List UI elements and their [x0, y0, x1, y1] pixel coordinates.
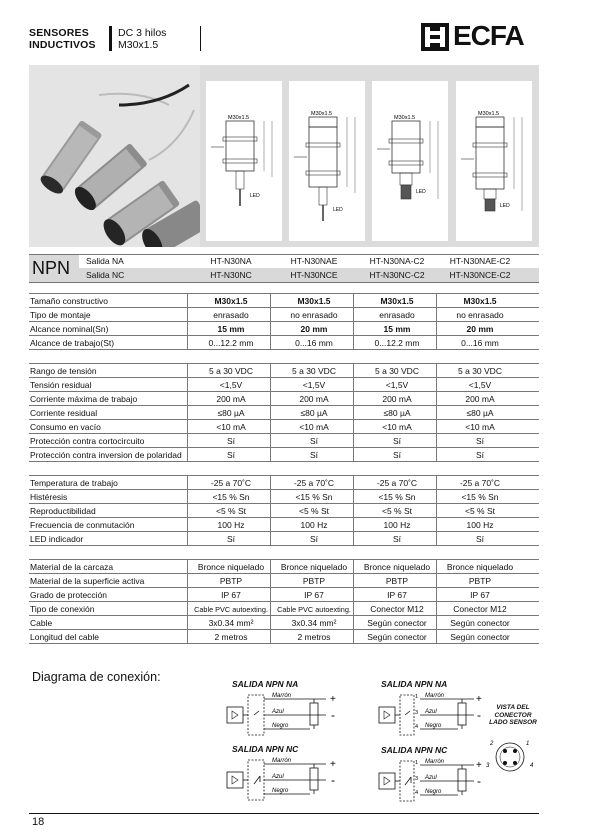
spec-value: enrasado — [379, 310, 415, 320]
spec-row — [29, 560, 539, 574]
spec-value: M30x1.5 — [380, 296, 414, 306]
cable-nc-title: SALIDA NPN NC — [232, 744, 299, 754]
spec-value: IP 67 — [470, 590, 490, 600]
spec-value: Bronce niquelado — [280, 562, 348, 572]
spec-label: Grado de protección — [30, 590, 108, 600]
spec-value: <10 mA — [465, 422, 495, 432]
spec-row — [29, 378, 539, 392]
spec-value: Según conector — [450, 618, 510, 628]
spec-row — [29, 490, 539, 504]
column-divider — [270, 294, 271, 350]
spec-value: <15 % Sn — [461, 492, 499, 502]
spec-value: <15 % Sn — [295, 492, 333, 502]
brand-name: ECFA — [453, 20, 524, 51]
wire-black-label: Negro — [272, 788, 289, 794]
spec-value: 2 metros — [214, 632, 248, 642]
drawing-led-label: LED — [333, 207, 343, 213]
spec-value: 200 mA — [216, 394, 246, 404]
spec-row — [29, 630, 539, 644]
spec-row — [29, 336, 539, 350]
spec-value: IP 67 — [304, 590, 324, 600]
model-na-1: HT-N30NA — [210, 256, 252, 266]
cable-nc-diagram — [226, 754, 346, 804]
column-divider — [353, 294, 354, 350]
column-divider — [187, 364, 188, 462]
drawing-led-label: LED — [250, 193, 260, 199]
spec-row — [29, 588, 539, 602]
spec-value: Sí — [309, 436, 319, 446]
category-line-1: SENSORES — [29, 27, 89, 39]
spec-label: Material de la carcaza — [30, 562, 114, 572]
spec-label: Protección contra inversion de polaridad — [30, 450, 182, 460]
spec-row — [29, 616, 539, 630]
column-divider — [436, 364, 437, 462]
spec-row — [29, 434, 539, 448]
spec-value: Bronce niquelado — [363, 562, 431, 572]
wire-brown-label: Marrón — [272, 693, 292, 699]
dimension-drawing-3 — [372, 81, 448, 241]
spec-value: <10 mA — [299, 422, 329, 432]
spec-value: <10 mA — [382, 422, 412, 432]
column-divider — [436, 476, 437, 546]
category-title — [29, 27, 96, 51]
spec-value: Sí — [226, 436, 236, 446]
wire-black-label: Negro — [272, 723, 289, 729]
spec-label: Temperatura de trabajo — [30, 478, 118, 488]
spec-value: 100 Hz — [300, 520, 328, 530]
spec-label: Alcance nominal(Sn) — [30, 324, 109, 334]
wire-blue-label: Azul — [272, 774, 284, 780]
plus-label: + — [330, 694, 336, 705]
spec-row — [29, 294, 539, 308]
spec-value: 15 mm — [383, 324, 411, 334]
spec-value: PBTP — [302, 576, 326, 586]
column-divider — [353, 560, 354, 644]
spec-label: Alcance de trabajo(St) — [30, 338, 115, 348]
spec-row — [29, 518, 539, 532]
diagram-title: Diagrama de conexión: — [32, 670, 161, 684]
model-na-3: HT-N30NA-C2 — [369, 256, 425, 266]
drawing-thread-label: M30x1.5 — [228, 115, 250, 121]
spec-value: 5 a 30 VDC — [375, 366, 419, 376]
column-divider — [187, 476, 188, 546]
minus-label: - — [477, 708, 481, 722]
model-nc-3: HT-N30NC-C2 — [369, 270, 425, 280]
spec-value: 5 a 30 VDC — [458, 366, 502, 376]
spec-value: 200 mA — [382, 394, 412, 404]
connector-view-line-1: VISTA DEL — [496, 704, 530, 711]
spec-value: <5 % St — [298, 506, 329, 516]
spec-label: Protección contra cortocircuito — [30, 436, 145, 446]
spec-value: ≤80 µA — [217, 408, 245, 418]
category-subtitle — [118, 27, 166, 51]
spec-value: Cable PVC autoexting. — [277, 605, 351, 614]
connector-na-title: SALIDA NPN NA — [381, 679, 448, 689]
connector-view-caption — [483, 704, 543, 727]
spec-value: 100 Hz — [217, 520, 245, 530]
spec-row — [29, 602, 539, 616]
spec-value: <5 % St — [464, 506, 495, 516]
spec-label: Material de la superficie activa — [30, 576, 145, 586]
dimension-drawing-4 — [456, 81, 532, 241]
column-divider — [353, 364, 354, 462]
spec-row — [29, 504, 539, 518]
product-image-band — [29, 65, 539, 247]
spec-value: Sí — [475, 534, 485, 544]
plus-label: + — [330, 759, 336, 770]
spec-value: PBTP — [385, 576, 409, 586]
subtitle-line-1: DC 3 hilos — [118, 27, 167, 39]
column-divider — [436, 560, 437, 644]
minus-label: - — [331, 773, 335, 787]
spec-label: Corriente máxima de trabajo — [30, 394, 138, 404]
spec-value: Según conector — [367, 618, 427, 628]
spec-value: 3x0.34 mm² — [208, 618, 254, 628]
spec-value: IP 67 — [221, 590, 241, 600]
spec-value: <5 % St — [381, 506, 412, 516]
spec-value: 0...16 mm — [295, 338, 333, 348]
spec-value: 2 metros — [297, 632, 331, 642]
spec-value: Sí — [226, 450, 236, 460]
spec-value: 20 mm — [466, 324, 494, 334]
spec-value: <1,5V — [385, 380, 409, 390]
column-divider — [270, 476, 271, 546]
spec-row — [29, 392, 539, 406]
spec-value: 0...12.2 mm — [374, 338, 420, 348]
spec-value: <1,5V — [219, 380, 243, 390]
spec-label: Tamaño constructivo — [30, 296, 108, 306]
drawing-thread-label: M30x1.5 — [311, 111, 333, 117]
spec-value: Sí — [309, 450, 319, 460]
column-divider — [187, 560, 188, 644]
plus-label: + — [476, 760, 482, 771]
page-number: 18 — [32, 816, 45, 828]
header-divider-thick — [109, 26, 112, 51]
spec-label: Longitud del cable — [30, 632, 100, 642]
spec-label: Tipo de montaje — [30, 310, 91, 320]
spec-value: 20 mm — [300, 324, 328, 334]
minus-label: - — [477, 774, 481, 788]
spec-value: Según conector — [450, 632, 510, 642]
pin-2-label: 2 — [490, 741, 494, 747]
pin-1-label: 1 — [415, 760, 419, 766]
spec-value: <1,5V — [468, 380, 492, 390]
spec-value: <5 % St — [215, 506, 246, 516]
spec-value: Bronce niquelado — [197, 562, 265, 572]
wire-blue-label: Azul — [272, 709, 284, 715]
wire-brown-label: Marrón — [272, 758, 292, 764]
connector-nc-title: SALIDA NPN NC — [381, 745, 448, 755]
wire-black-label: Negro — [425, 723, 442, 729]
pin-3-label: 3 — [486, 763, 490, 769]
spec-value: PBTP — [468, 576, 492, 586]
dimension-drawing-1 — [206, 81, 282, 241]
column-divider — [270, 364, 271, 462]
spec-value: <15 % Sn — [212, 492, 250, 502]
spec-value: ≤80 µA — [383, 408, 411, 418]
pin-4-label: 4 — [415, 790, 419, 796]
minus-label: - — [331, 708, 335, 722]
spec-label: LED indicador — [30, 534, 84, 544]
wire-blue-label: Azul — [425, 709, 437, 715]
wire-brown-label: Marrón — [425, 693, 445, 699]
spec-label: Tensión residual — [30, 380, 92, 390]
column-divider — [436, 294, 437, 350]
column-divider — [353, 476, 354, 546]
spec-value: Según conector — [367, 632, 427, 642]
spec-value: -25 a 70˚C — [210, 478, 252, 488]
cable-na-title: SALIDA NPN NA — [232, 679, 299, 689]
spec-value: Sí — [392, 436, 402, 446]
spec-value: IP 67 — [387, 590, 407, 600]
output-na-label: Salida NA — [86, 256, 124, 266]
spec-value: ≤80 µA — [466, 408, 494, 418]
connector-view-line-2: CONECTOR — [494, 711, 532, 719]
spec-value: Cable PVC autoexting. — [194, 605, 268, 614]
spec-row — [29, 364, 539, 378]
spec-value: Sí — [392, 534, 402, 544]
spec-value: 5 a 30 VDC — [209, 366, 253, 376]
column-divider — [187, 294, 188, 350]
pin-3-label: 3 — [415, 776, 419, 782]
spec-value: 0...12.2 mm — [208, 338, 254, 348]
model-nc-4: HT-N30NCE-C2 — [449, 270, 511, 280]
spec-row — [29, 322, 539, 336]
wire-brown-label: Marrón — [425, 759, 445, 765]
pin-3-label: 3 — [415, 710, 419, 716]
spec-row — [29, 448, 539, 462]
connector-view-line-3: LADO SENSOR — [489, 719, 537, 726]
spec-value: Conector M12 — [453, 604, 507, 614]
spec-value: no enrasado — [456, 310, 504, 320]
spec-value: 5 a 30 VDC — [292, 366, 336, 376]
model-nc-1: HT-N30NC — [210, 270, 252, 280]
spec-label: Corriente residual — [30, 408, 98, 418]
spec-value: <10 mA — [216, 422, 246, 432]
spec-label: Tipo de conexión — [30, 604, 95, 614]
spec-row — [29, 406, 539, 420]
pin-1-label: 1 — [415, 694, 419, 700]
spec-value: <15 % Sn — [378, 492, 416, 502]
wire-blue-label: Azul — [425, 775, 437, 781]
wire-black-label: Negro — [425, 789, 442, 795]
spec-value: ≤80 µA — [300, 408, 328, 418]
spec-value: PBTP — [219, 576, 243, 586]
spec-value: -25 a 70˚C — [376, 478, 418, 488]
npn-label: NPN — [29, 255, 79, 282]
drawing-led-label: LED — [500, 203, 510, 209]
cable-na-diagram — [226, 689, 346, 739]
spec-value: Sí — [309, 534, 319, 544]
model-nc-2: HT-N30NCE — [290, 270, 338, 280]
sensor-photo — [29, 65, 200, 247]
spec-label: Cable — [30, 618, 53, 628]
spec-value: Conector M12 — [370, 604, 424, 614]
footer-rule — [29, 813, 539, 814]
spec-value: Sí — [226, 534, 236, 544]
m12-connector-pinout-icon — [482, 737, 538, 777]
drawing-thread-label: M30x1.5 — [394, 115, 416, 121]
spec-value: -25 a 70˚C — [293, 478, 335, 488]
dimension-drawing-2 — [289, 81, 365, 241]
model-na-4: HT-N30NAE-C2 — [449, 256, 511, 266]
spec-value: M30x1.5 — [297, 296, 331, 306]
drawing-led-label: LED — [416, 189, 426, 195]
category-line-2: INDUCTIVOS — [29, 39, 96, 51]
subtitle-line-2: M30x1.5 — [118, 39, 159, 51]
spec-row — [29, 420, 539, 434]
spec-value: 200 mA — [299, 394, 329, 404]
pin-4-label: 4 — [415, 724, 419, 730]
spec-value: Sí — [475, 436, 485, 446]
plus-label: + — [476, 694, 482, 705]
spec-row — [29, 308, 539, 322]
header-divider-thin — [200, 26, 201, 51]
spec-value: <1,5V — [302, 380, 326, 390]
model-na-2: HT-N30NAE — [290, 256, 338, 266]
spec-value: Sí — [475, 450, 485, 460]
spec-value: enrasado — [213, 310, 249, 320]
spec-value: 100 Hz — [383, 520, 411, 530]
spec-row — [29, 574, 539, 588]
spec-row — [29, 532, 539, 546]
spec-label: Rango de tensión — [30, 366, 97, 376]
drawing-thread-label: M30x1.5 — [478, 111, 500, 117]
spec-label: Reproductibilidad — [30, 506, 96, 516]
spec-value: 200 mA — [465, 394, 495, 404]
pin-4-label: 4 — [530, 763, 534, 769]
connector-na-diagram — [378, 689, 488, 739]
pin-1-label: 1 — [526, 741, 530, 747]
spec-value: Sí — [392, 450, 402, 460]
spec-value: M30x1.5 — [214, 296, 248, 306]
column-divider — [270, 560, 271, 644]
spec-value: 3x0.34 mm² — [291, 618, 337, 628]
output-nc-label: Salida NC — [86, 270, 125, 280]
spec-value: no enrasado — [290, 310, 338, 320]
spec-value: 100 Hz — [466, 520, 494, 530]
connector-nc-diagram — [378, 755, 488, 805]
spec-value: -25 a 70˚C — [459, 478, 501, 488]
spec-value: Bronce niquelado — [446, 562, 514, 572]
spec-label: Histéresis — [30, 492, 68, 502]
spec-value: 15 mm — [217, 324, 245, 334]
spec-value: 0...16 mm — [461, 338, 499, 348]
spec-row — [29, 476, 539, 490]
spec-label: Consumo en vacío — [30, 422, 101, 432]
spec-value: M30x1.5 — [463, 296, 497, 306]
spec-label: Frecuencia de conmutación — [30, 520, 135, 530]
